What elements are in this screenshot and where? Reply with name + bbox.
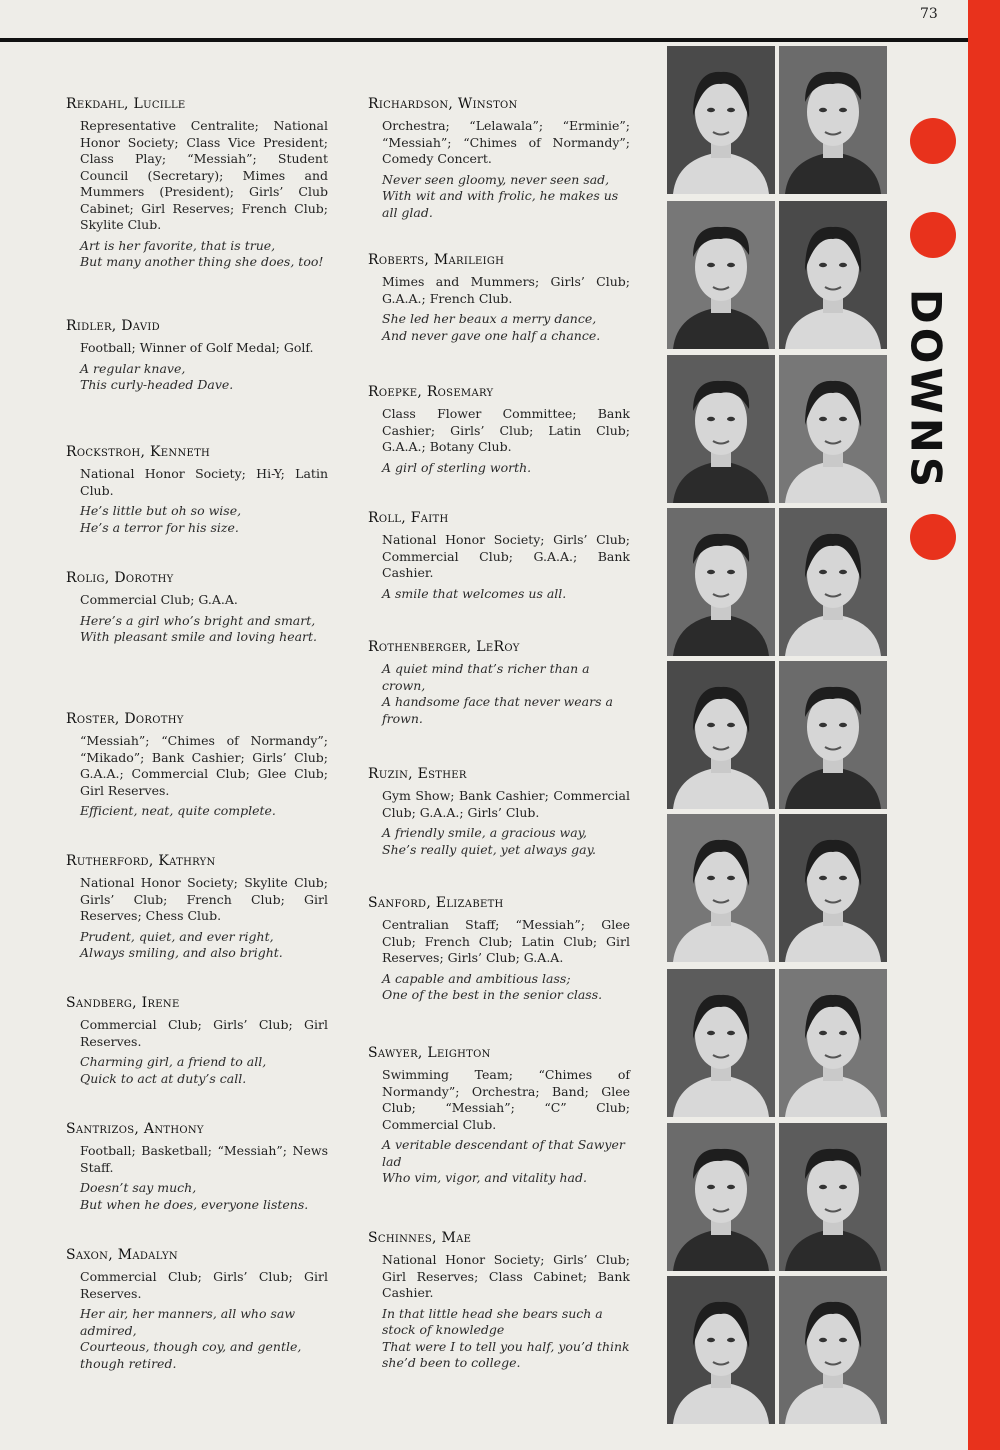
student-name: Ruzin, Esther <box>368 766 467 782</box>
student-name: Schinnes, Mae <box>368 1230 472 1246</box>
student-verse <box>382 1306 630 1372</box>
portrait-female <box>779 508 887 656</box>
student-name: Rockstroh, Kenneth <box>66 444 211 460</box>
portrait-male <box>779 46 887 194</box>
verse-line: A handsome face that never wears a frown. <box>382 694 613 726</box>
portrait-female <box>667 46 775 194</box>
student-verse <box>382 661 630 727</box>
verse-line: Efficient, neat, quite complete. <box>80 803 276 818</box>
right-entry <box>368 252 630 344</box>
portrait-female <box>667 1276 775 1424</box>
verse-line: A regular knave, <box>80 360 186 376</box>
verse-line: Prudent, quiet, and ever right, <box>80 928 274 944</box>
left-entry <box>66 1121 328 1213</box>
student-verse <box>80 238 328 271</box>
student-verse <box>80 1054 328 1087</box>
right-entry <box>368 639 630 727</box>
student-verse <box>80 803 328 820</box>
red-side-band <box>968 0 1000 1450</box>
portrait-female <box>667 814 775 962</box>
verse-line: And never gave one half a chance. <box>382 327 601 343</box>
student-activities: Centralian Staff; “Messiah”; Glee Club; French Club; Latin Club; Girl Reserves; Girls’ Club; G.A.A. <box>382 917 630 965</box>
student-name: Rekdahl, Lucille <box>66 96 186 112</box>
verse-line: Quick to act at duty’s call. <box>80 1070 247 1086</box>
student-verse <box>382 460 630 477</box>
portrait-female <box>779 201 887 349</box>
student-verse <box>80 503 328 536</box>
left-entry <box>66 853 328 962</box>
verse-line: A quiet mind that’s richer than a crown, <box>382 661 590 693</box>
portrait-female <box>779 355 887 503</box>
verse-line: A friendly smile, a gracious way, <box>382 825 588 840</box>
portrait-female <box>779 814 887 962</box>
verse-line: With wit and with frolic, he makes us all glad. <box>382 188 619 220</box>
portrait-female <box>779 1276 887 1424</box>
portrait-male <box>667 355 775 503</box>
right-entry <box>368 96 630 221</box>
student-name: Richardson, Winston <box>368 96 518 112</box>
verse-line: Her air, her manners, all who saw admired, <box>80 1306 296 1338</box>
student-name: Sawyer, Leighton <box>368 1045 491 1061</box>
verse-line: He’s a terror for his size. <box>80 519 239 535</box>
right-entry <box>368 766 630 858</box>
left-entry <box>66 995 328 1087</box>
verse-line: A girl of sterling worth. <box>382 459 532 475</box>
student-name: Roepke, Rosemary <box>368 384 494 400</box>
right-entry <box>368 895 630 1004</box>
verse-line: With pleasant smile and loving heart. <box>80 629 318 644</box>
student-name: Ridler, David <box>66 318 160 334</box>
student-name: Rutherford, Kathryn <box>66 853 216 869</box>
verse-line: Here’s a girl who’s bright and smart, <box>80 612 316 628</box>
portrait-male <box>667 1123 775 1271</box>
verse-line: A smile that welcomes us all. <box>382 585 567 601</box>
student-activities: Swimming Team; “Chimes of Normandy”; Orchestra; Band; Glee Club; “Messiah”; “C” Club; Commercial Club. <box>382 1067 630 1132</box>
right-entry <box>368 510 630 602</box>
student-name: Roberts, Marileigh <box>368 252 505 268</box>
student-activities: Gym Show; Bank Cashier; Commercial Club; G.A.A.; Girls’ Club. <box>382 788 630 820</box>
portrait-male <box>779 1123 887 1271</box>
verse-line: A capable and ambitious lass; <box>382 970 571 986</box>
page-number: 73 <box>920 6 938 22</box>
student-activities: “Messiah”; “Chimes of Normandy”; “Mikado”; Bank Cashier; Girls’ Club; G.A.A.; Commercial Club; Glee Club; Girl Reserves. <box>80 733 328 798</box>
portrait-female <box>667 969 775 1117</box>
left-entry <box>66 96 328 271</box>
verse-line: Who vim, vigor, and vitality had. <box>382 1170 587 1185</box>
portrait-male <box>779 661 887 809</box>
portrait-female <box>667 661 775 809</box>
student-activities: Orchestra; “Lelawala”; “Erminie”; “Messiah”; “Chimes of Normandy”; Comedy Concert. <box>382 118 630 166</box>
student-activities: Commercial Club; Girls’ Club; Girl Reserves. <box>80 1269 328 1301</box>
portrait-female <box>779 969 887 1117</box>
student-verse <box>80 1180 328 1213</box>
verse-line: A veritable descendant of that Sawyer lad <box>382 1137 625 1169</box>
student-verse <box>80 361 328 394</box>
student-verse <box>382 825 630 858</box>
verse-line: In that little head she bears such a stock of knowledge <box>382 1305 603 1337</box>
student-verse <box>80 613 328 646</box>
left-entry <box>66 1247 328 1372</box>
student-activities: National Honor Society; Skylite Club; Girls’ Club; French Club; Girl Reserves; Chess Club. <box>80 875 328 923</box>
verse-line: This curly-headed Dave. <box>80 377 234 392</box>
side-title <box>896 288 956 492</box>
student-verse <box>382 586 630 603</box>
student-activities: National Honor Society; Girls’ Club; Commercial Club; G.A.A.; Bank Cashier. <box>382 532 630 580</box>
verse-line: That were I to tell you half, you’d think she’d been to college. <box>382 1338 630 1370</box>
student-activities: Class Flower Committee; Bank Cashier; Girls’ Club; Latin Club; G.A.A.; Botany Club. <box>382 406 630 454</box>
verse-line: Never seen gloomy, never seen sad, <box>382 171 610 187</box>
student-activities: National Honor Society; Girls’ Club; Girl Reserves; Class Cabinet; Bank Cashier. <box>382 1252 630 1300</box>
student-name: Rothenberger, LeRoy <box>368 639 520 655</box>
student-name: Sandberg, Irene <box>66 995 180 1011</box>
verse-line: Courteous, though coy, and gentle, though retired. <box>80 1339 302 1371</box>
verse-line: Charming girl, a friend to all, <box>80 1054 267 1069</box>
verse-line: But when he does, everyone listens. <box>80 1196 309 1212</box>
verse-line: Art is her favorite, that is true, <box>80 237 276 253</box>
student-activities: Representative Centralite; National Honor Society; Class Vice President; Class Play; “Messiah”; Student Council (Secretary); Mimes and Mummers (President); Girls’ Club Cabinet; Girl Reserves; French Club; Skylite Club. <box>80 118 328 232</box>
student-activities: Football; Winner of Golf Medal; Golf. <box>80 340 314 355</box>
portrait-grid <box>667 46 890 1446</box>
verse-line: He’s little but oh so wise, <box>80 503 242 518</box>
student-activities: Commercial Club; G.A.A. <box>80 592 238 607</box>
left-entry <box>66 711 328 820</box>
portrait-male <box>667 201 775 349</box>
verse-line: She’s really quiet, yet always gay. <box>382 841 596 857</box>
student-verse <box>382 1137 630 1187</box>
verse-line: Always smiling, and also bright. <box>80 945 283 960</box>
student-verse <box>382 971 630 1004</box>
student-name: Santrizos, Anthony <box>66 1121 204 1137</box>
left-entry <box>66 570 328 646</box>
student-name: Rolig, Dorothy <box>66 570 174 586</box>
top-rule <box>0 38 968 42</box>
student-name: Sanford, Elizabeth <box>368 895 504 911</box>
portrait-male <box>667 508 775 656</box>
verse-line: Doesn’t say much, <box>80 1180 197 1195</box>
left-entry <box>66 444 328 536</box>
student-name: Roster, Dorothy <box>66 711 184 727</box>
student-activities: Mimes and Mummers; Girls’ Club; G.A.A.; French Club. <box>382 274 630 306</box>
student-verse <box>382 172 630 222</box>
student-name: Saxon, Madalyn <box>66 1247 178 1263</box>
student-verse <box>80 929 328 962</box>
red-dot-decoration <box>910 118 956 164</box>
student-activities: Commercial Club; Girls’ Club; Girl Reserves. <box>80 1017 328 1049</box>
red-dot-decoration <box>910 514 956 560</box>
student-name: Roll, Faith <box>368 510 449 526</box>
right-entry <box>368 384 630 476</box>
left-entry <box>66 318 328 394</box>
student-activities: Football; Basketball; “Messiah”; News Staff. <box>80 1143 328 1175</box>
right-entry <box>368 1230 630 1372</box>
student-verse <box>80 1306 328 1372</box>
student-activities: National Honor Society; Hi-Y; Latin Club. <box>80 466 328 498</box>
side-title-text: DOWNS <box>901 288 951 492</box>
student-verse <box>382 311 630 344</box>
verse-line: She led her beaux a merry dance, <box>382 311 597 326</box>
red-dot-decoration <box>910 212 956 258</box>
verse-line: But many another thing she does, too! <box>80 254 324 269</box>
right-entry <box>368 1045 630 1187</box>
verse-line: One of the best in the senior class. <box>382 987 603 1002</box>
